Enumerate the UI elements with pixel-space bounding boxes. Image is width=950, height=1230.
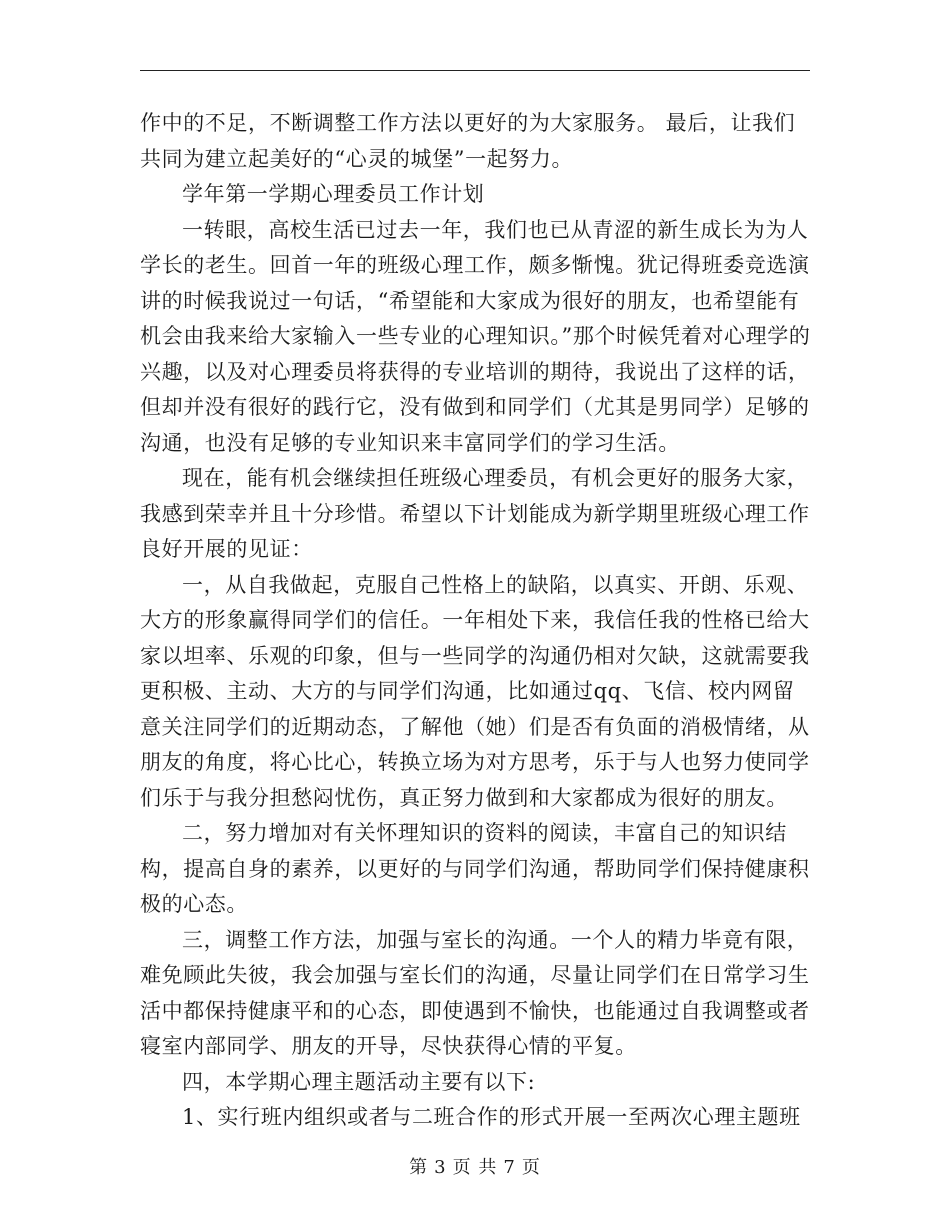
paragraph: 现在，能有机会继续担任班级心理委员，有机会更好的服务大家，我感到荣幸并且十分珍惜。希望以下计划能成为新学期里班级心理工作良好开展的见证：	[140, 466, 810, 561]
header-rule	[140, 70, 810, 71]
paragraph: 1、实行班内组织或者与二班合作的形式开展一至两次心理主题班	[182, 1105, 801, 1129]
paragraph: 四，本学期心理主题活动主要有以下:	[182, 1069, 536, 1094]
paragraph: 一，从自我做起，克服自己性格上的缺陷，以真实、开朗、乐观、大方的形象赢得同学们的信任。一年相处下来，我信任我的性格已给大家以坦率、乐观的印象，但与一些同学的沟通仍相对欠缺，这就需要我更积极、主动、大方的与同学们沟通，比如通过qq、飞信、校内网留意关注同学们的近期动态，了解他（她）们是否有负面的消极情绪，从朋友的角度，将心比心，转换立场为对方思考，乐于与人也努力使同学们乐于与我分担愁闷忧伤，真正努力做到和大家都成为很好的朋友。	[140, 572, 810, 810]
page-current-number: 3	[434, 1157, 447, 1178]
document-body	[140, 106, 812, 1136]
paragraph: 三，调整工作方法，加强与室长的沟通。一个人的精力毕竟有限，难免顾此失彼，我会加强与室长们的沟通，尽量让同学们在日常学习生活中都保持健康平和的心态，即使遇到不愉快，也能通过自我调整或者寝室内部同学、朋友的开导，尽快获得心情的平复。	[140, 927, 810, 1058]
page-prefix: 第	[409, 1157, 429, 1178]
page-suffix: 页	[521, 1157, 541, 1178]
paragraph: 作中的不足，不断调整工作方法以更好的为大家服务。 最后，让我们共同为建立起美好的“心灵的城堡”一起努力。	[140, 111, 796, 171]
page-footer	[0, 1153, 950, 1179]
section-title: 学年第一学期心理委员工作计划	[182, 182, 485, 206]
page-mid-text: 页 共	[452, 1157, 498, 1178]
page-total-number: 7	[503, 1157, 516, 1178]
paragraph: 一转眼，高校生活已过去一年，我们也已从青涩的新生成长为为人学长的老生。回首一年的班级心理工作，颇多惭愧。犹记得班委竞选演讲的时候我说过一句话，“希望能和大家成为很好的朋友，也希望能有机会由我来给大家输入一些专业的心理知识。”那个时候凭着对心理学的兴趣，以及对心理委员将获得的专业培训的期待，我说出了这样的话，但却并没有很好的践行它，没有做到和同学们（尤其是男同学）足够的沟通，也没有足够的专业知识来丰富同学们的学习生活。	[140, 217, 811, 455]
paragraph: 二，努力增加对有关怀理知识的资料的阅读，丰富自己的知识结构，提高自身的素养，以更好的与同学们沟通，帮助同学们保持健康积极的心态。	[140, 821, 810, 916]
